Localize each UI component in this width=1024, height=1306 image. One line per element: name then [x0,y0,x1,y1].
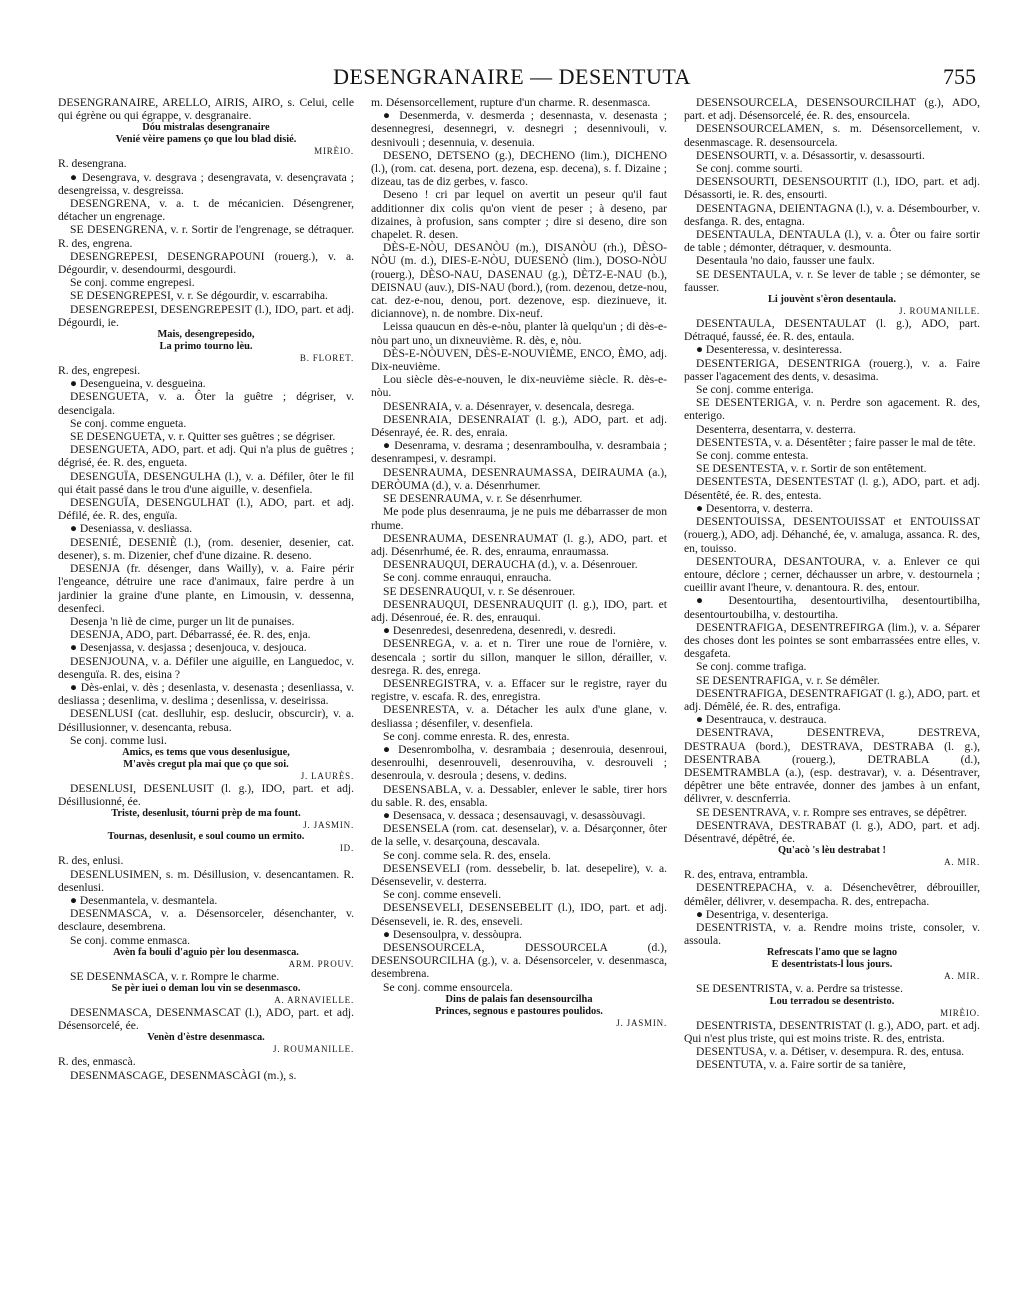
dictionary-entry: Se conj. comme trafiga. [696,660,807,674]
dictionary-entry: SE DESENMASCA, v. r. Rompre le charme. [70,969,280,983]
dictionary-entry: ● Desensoulpra, v. dessòupra. [383,927,522,941]
verse-quote: Venié vèire pamens ço que lou blad disié. [115,134,297,146]
dictionary-entry: DESENJA (fr. désenger, dans Wailly), v. a. Faire périr l'engeance, détruire une race d'animaux, faire perdre à un jardinier la graine d'une plante, en Limousin, v. dessenna, desenfeci. [58,562,354,615]
dictionary-entry: Desentaula 'no daio, fausser une faulx. [696,254,875,268]
quote-attribution: A. MIR. [944,971,980,982]
dictionary-entry: DESENTRAFIGA, DESENTRAFIGAT (l. g.), ADO, part. et adj. Démêlé, ée. R. des, entrafiga. [684,686,980,713]
dictionary-entry: DESENTOUISSA, DESENTOUISSAT et ENTOUISSAT (rouerg.), ADO, adj. Déhanché, ée, v. amaluga, assanca. R. des, en, touisso. [684,515,980,555]
dictionary-entry: ● Desensaca, v. dessaca ; desensauvagi, v. desassòuvagi. [383,808,646,822]
verse-quote: Dins de palais fan desensourcilha [445,993,593,1005]
dictionary-entry: DESENTRISTA, v. a. Rendre moins triste, consoler, v. assoula. [684,920,980,948]
dictionary-entry: DESENTRAFIGA, DESENTREFIRGA (lim.), v. a. Séparer des choses dont les pointes se sont embarrassées entre elles, v. desgafeta. [684,620,980,661]
dictionary-entry: DESENO, DETSENO (g.), DECHENO (lim.), DICHENO (l.), (rom. cat. desena, port. dezena, esp. decena), s. f. Dizaine ; dizeau, tas de diz gerbes, v. fasco. [371,148,667,189]
dictionary-entry: DESENGRENA, v. a. t. de mécanicien. Désengrener, détacher un engrenage. [58,197,354,224]
column-right [684,96,980,1296]
dictionary-entry: Se conj. comme engrepesi. [70,276,195,290]
quote-attribution: A. ARNAVIELLE. [274,994,354,1005]
verse-quote: Qu'acò 's lèu destrabat ! [778,845,886,857]
dictionary-entry: DESENSOURCELA, DESENSOURCILHAT (g.), ADO, part. et adj. Désensorcelé, ée. R. des, ensourcela. [684,96,980,123]
dictionary-entry: DESENTESTA, v. a. Désentêter ; faire passer le mal de tête. [696,435,976,449]
dictionary-entry: ● Desentrauca, v. destrauca. [696,713,827,727]
dictionary-entry: DESENJOUNA, v. a. Défiler une aiguille, en Languedoc, v. desenguïa. R. des, eisina ? [58,654,354,681]
dictionary-entry: DESENSEVELI (rom. dessebelir, b. lat. desepelire), v. a. Désensevelir, v. desterra. [371,861,667,888]
dictionary-entry: ● Deseniassa, v. desliassa. [70,522,193,536]
dictionary-entry: Leissa quaucun en dès-e-nòu, planter là quelqu'un ; di dès-e-nòu part uno, un dixneuvième. R. dès, e, nòu. [371,320,667,347]
dictionary-entry: Deseno ! cri par lequel on avertit un peseur qu'il faut additionner dix colis qu'on vient de peser ; à deseno, par dizaines, à profusion, sans compter ; dire si deseno, dire son chapelet. R. desen. [371,188,667,242]
dictionary-entry: Se conj. comme enmasca. [70,933,191,947]
dictionary-entry: ● Dès-enlai, v. dès ; desenlasta, v. desenasta ; desenliassa, v. desliassa ; desenlima, v. deslima ; desenlissa, v. deseirissa. [58,680,354,708]
dictionary-entry: DESENRAIA, v. a. Désenrayer, v. desencala, desrega. [383,399,635,413]
entry-continuation: R. desengrana. [58,157,127,171]
dictionary-entry: SE DESENTESTA, v. r. Sortir de son entêtement. [696,462,927,476]
dictionary-entry: DESENGUETA, ADO, part. et adj. Qui n'a plus de guêtres ; dégrisé, ée. R. des, engueta. [58,443,354,470]
dictionary-entry: DESENSOURCELA, DESSOURCELA (d.), DESENSOURCILHA (g.), v. a. Désensorceler, v. desenmasca, desembrena. [371,941,667,981]
quote-attribution: J. JASMIN. [616,1017,667,1028]
dictionary-entry: DESENGREPESI, DESENGREPESIT (l.), IDO, part. et adj. Dégourdi, ie. [58,302,354,329]
entry-continuation: DESENGRANAIRE, ARELLO, AIRIS, AIRO, s. Celui, celle qui égrène ou qui égrappe, v. desgranaire. [58,96,354,123]
dictionary-entry: DESENGUÏA, DESENGULHAT (l.), ADO, part. et adj. Défilé, ée. R. des, enguïa. [58,496,354,523]
dictionary-entry: DESENSEVELI, DESENSEBELIT (l.), IDO, part. et adj. Désenseveli, ie. R. des, enseveli. [371,901,667,928]
verse-quote: Amics, es tems que vous desenlusigue, [122,746,290,758]
dictionary-entry: SE DESENTRAVA, v. r. Rompre ses entraves, se dépêtrer. [696,805,967,819]
entry-continuation: R. des, enmascà. [58,1055,136,1069]
verse-quote: E desentristats-l lous jours. [771,959,893,971]
dictionary-entry: DESENTRAVA, DESTRABAT (l. g.), ADO, part. et adj. Désentravé, dépêtré, ée. [684,818,980,845]
dictionary-entry: SE DESENTRAFIGA, v. r. Se démêler. [696,673,880,687]
dictionary-entry: ● Desentriga, v. desenteriga. [696,907,829,921]
dictionary-entry: SE DESENTRISTA, v. a. Perdre sa tristesse. [696,982,903,996]
dictionary-entry: DESENJA, ADO, part. Débarrassé, ée. R. des, enja. [70,628,311,642]
verse-quote: La primo tourno lèu. [159,341,253,353]
dictionary-entry: SE DESENGRENA, v. r. Sortir de l'engrenage, se détraquer. R. des, engrena. [58,223,354,250]
dictionary-entry: DESENTREPACHA, v. a. Désenchevêtrer, débrouiller, démêler, délivrer, v. desempacha. R. des, entrepacha. [684,881,980,908]
entry-continuation: R. des, enlusi. [58,854,124,868]
dictionary-entry: Se conj. comme enrauqui, enraucha. [383,571,552,585]
quote-attribution: A. MIR. [944,857,980,868]
running-title: DESENGRANAIRE — DESENTUTA [333,64,691,89]
entry-continuation: m. Désensorcellement, rupture d'un charme. R. desenmasca. [371,96,651,109]
dictionary-entry: DESENRAUMA, DESENRAUMAT (l. g.), ADO, part. et adj. Désenrhumé, ée. R. des, enrauma, enraumassa. [371,531,667,558]
dictionary-entry: SE DESENTAULA, v. r. Se lever de table ; se démonter, se fausser. [684,267,980,294]
dictionary-entry: SE DESENGUETA, v. r. Quitter ses guêtres ; se dégriser. [70,430,336,444]
quote-attribution: J. ROUMANILLE. [899,306,980,317]
quote-attribution: J. JASMIN. [303,820,354,831]
dictionary-entry: DESENSOURCELAMEN, s. m. Désensorcellement, v. desenmascage. R. desensourcela. [684,122,980,149]
dictionary-entry: Desenja 'n liè de cime, purger un lit de punaises. [70,614,295,628]
dictionary-entry: ● Desenmerda, v. desmerda ; desennasta, v. desenasta ; desennegresi, desennegri, v. desnegri ; desennivouli, v. desnivouli ; desennuia, v. desenuia. [371,109,667,149]
dictionary-entry: Me pode plus desenrauma, je ne puis me débarrasser de mon rhume. [371,505,667,532]
verse-quote: Avèn fa bouli d'aguio pèr lou desenmasca. [113,946,299,958]
dictionary-entry: Se conj. comme enresta. R. des, enresta. [383,729,570,743]
dictionary-entry: DESENRAUMA, DESENRAUMASSA, DEIRAUMA (a.), DERÒUMA (d.), v. a. Désenrhumer. [371,465,667,492]
dictionary-entry: ● Desenmantela, v. desmantela. [70,893,218,907]
verse-quote: Tournas, desenlusit, e soul coumo un ermito. [107,831,305,843]
dictionary-entry: DESENRAUQUI, DESENRAUQUIT (l. g.), IDO, part. et adj. Désenroué, ée. R. des, enrauqui. [371,597,667,624]
dictionary-entry: DESENLUSIMEN, s. m. Désillusion, v. desencantamen. R. desenlusi. [58,867,354,894]
dictionary-entry: Se conj. comme lusi. [70,733,167,747]
dictionary-entry: DESENTERIGA, DESENTRIGA (rouerg.), v. a. Faire passer l'agacement des dents, v. desasima. [684,356,980,383]
dictionary-entry: ● Desentourtiha, desentourtivilha, desentourtibilha, desentourtoubilha, v. destourtiha. [684,594,980,621]
dictionary-entry: Se conj. comme entesta. [696,449,809,463]
dictionary-entry: ● Desenteressa, v. desinteressa. [696,343,842,357]
dictionary-entry: DESENGREPESI, DESENGRAPOUNI (rouerg.), v. a. Dégourdir, v. desendourmi, desgourdi. [58,249,354,277]
dictionary-entry: Se conj. comme sourti. [696,162,803,176]
page-number: 755 [943,64,976,89]
dictionary-entry: DESENMASCA, v. a. Désensorceler, désenchanter, v. desclaure, desembrena. [58,907,354,934]
verse-quote: Princes, segnous e pastoures poulidos. [435,1005,603,1017]
verse-quote: Se pèr iuei o deman lou vin se desenmasco. [111,982,301,994]
dictionary-entry: DESENREGA, v. a. et n. Tirer une roue de l'ornière, v. desencala ; sortir du sillon, manquer le sillon, dérailler, v. desrega. R. des, enrega. [371,637,667,677]
entry-continuation: R. des, engrepesi. [58,364,141,378]
dictionary-entry: DESENGUETA, v. a. Ôter la guêtre ; dégriser, v. desencigala. [58,390,354,417]
dictionary-entry: ● Desenrama, v. desrama ; desenramboulha, v. desrambaia ; desenrampesi, v. desrampi. [371,439,667,466]
quote-attribution: MIRÈIO. [314,146,354,157]
verse-quote: Dóu mistralas desengranaire [142,122,270,134]
dictionary-entry: SE DESENRAUQUI, v. r. Se désenrouer. [383,584,576,598]
entry-continuation: R. des, entrava, entrambla. [684,868,808,882]
dictionary-entry: Se conj. comme sela. R. des, ensela. [383,848,551,862]
dictionary-entry: DESENLUSI (cat. deslluhir, esp. deslucir, obscurcir), v. a. Désillusionner, v. desencanta, rebusa. [58,707,354,734]
dictionary-entry: Se conj. comme enseveli. [383,888,502,902]
dictionary-entry: DÈS-E-NÒU, DESANÒU (m.), DISANÒU (rh.), DÈSO-NÒU (m. d.), DIES-E-NÒU, DUESENÒ (lim.), DOSO-NÒU (rouerg.), DÈSO-NAU, DASENAU (g.), DÈTZ-E-NAU (b.), DEISNAU (auv.), DIS-NAU (bord.), (rom. dezenou, detze-nou, cat. dez-e-nou, denou, port. dezenove, esp. diezinueve, it. diciannove), n. de nombre. Dix-neuf. [371,241,667,321]
column-middle [371,96,667,1296]
dictionary-entry: DESENTESTA, DESENTESTAT (l. g.), ADO, part. et adj. Désentêté, ée. R. des, entesta. [684,475,980,502]
column-left [58,96,354,1296]
dictionary-entry: DESENTAGNA, DEIENTAGNA (l.), v. a. Désembourber, v. desfanga. R. des, entagna. [684,201,980,228]
dictionary-entry: DESENSELA (rom. cat. desenselar), v. a. Désarçonner, ôter de la selle, v. desarçouna, descavala. [371,822,667,849]
dictionary-entry: ● Desengueina, v. desgueina. [70,377,206,391]
quote-attribution: J. LAURÈS. [300,770,354,781]
verse-quote: Li jouvènt s'èron desentaula. [768,294,896,306]
dictionary-entry: DESENRESTA, v. a. Détacher les aulx d'une glane, v. desliassa ; désenfiler, v. desenfiela. [371,703,667,730]
dictionary-entry: DESENSABLA, v. a. Dessabler, enlever le sable, tirer hors du sable. R. des, ensabla. [371,782,667,809]
dictionary-entry: ● Desengrava, v. desgrava ; desengravata, v. desençravata ; desengreissa, v. desgreissa. [58,170,354,197]
quote-attribution: ID. [339,843,354,854]
dictionary-entry: ● Desenrombolha, v. desrambaia ; desenrouia, desenroui, desenroulhi, desenrouveli, desenrouviha, v. desrouveli ; desenroula, v. desroula ; desens, v. dedins. [371,742,667,783]
dictionary-entry: Se conj. comme ensourcela. [383,980,513,994]
verse-quote: Mais, desengrepesido, [157,329,255,341]
verse-quote: Refrescats l'amo que se lagno [766,947,898,959]
dictionary-entry: DESENTRISTA, DESENTRISTAT (l. g.), ADO, part. et adj. Qui n'est plus triste, qui est moins triste. R. des, entrista. [684,1018,980,1045]
dictionary-entry: SE DESENGREPESI, v. r. Se dégourdir, v. escarrabiha. [70,289,328,303]
dictionary-entry: DESENRAUQUI, DERAUCHA (d.), v. a. Désenrouer. [383,558,638,572]
verse-quote: M'avès cregut pla mai que ço que soi. [123,758,289,770]
dictionary-entry: SE DESENTERIGA, v. n. Perdre son agacement. R. des, enterigo. [684,396,980,423]
dictionary-entry: DESENSOURTI, v. a. Désassortir, v. desassourti. [696,148,925,162]
dictionary-entry: DESENLUSI, DESENLUSIT (l. g.), IDO, part. et adj. Désillusionné, ée. [58,781,354,809]
dictionary-entry: ● Desentorra, v. desterra. [696,501,813,515]
dictionary-entry: DESENTOURA, DESANTOURA, v. a. Enlever ce qui entoure, déclore ; cerner, déchausser un arbre, v. destournela ; cueillir avant l'heure, v. denantoura. R. des, entour. [684,554,980,595]
dictionary-entry: SE DESENRAUMA, v. r. Se désenrhumer. [383,492,583,506]
quote-attribution: MIRÈIO. [940,1007,980,1018]
dictionary-entry: DESENTRAVA, DESENTREVA, DESTREVA, DESTRAUA (bord.), DESTRAVA, DESTRABA (l. g.), DESENTRABA (rouerg.), DETRABLA (d.), DESEMTRAMBLA (a.), (esp. destravar), v. a. Désentraver, dépêtrer une bête entravée, donner des jambes à un enfant, délivrer, v. descnferria. [684,726,980,806]
dictionary-entry: ● Desenredesi, desenredena, desenredi, v. desredi. [383,624,616,638]
quote-attribution: J. ROUMANILLE. [273,1044,354,1055]
dictionary-entry: DESENTAULA, DESENTAULAT (l. g.), ADO, part. Détraqué, faussé, ée. R. des, entaula. [684,317,980,344]
quote-attribution: ARM. PROUV. [288,958,354,969]
dictionary-entry: Desenterra, desentarra, v. desterra. [696,422,856,436]
verse-quote: Triste, desenlusit, tóurni prèp de ma fount. [111,808,301,820]
dictionary-entry: DESENRAIA, DESENRAIAT (l. g.), ADO, part. et adj. Désenrayé, ée. R. des, enraia. [371,412,667,440]
dictionary-entry: Lou siècle dès-e-nouven, le dix-neuvième siècle. R. dès-e-nòu. [371,373,667,400]
dictionary-entry: DESENIÉ, DESENIÈ (l.), (rom. desenier, desenier, cat. desener), s. m. Dizenier, chef d'une dizaine. R. deseno. [58,535,354,562]
verse-quote: Lou terradou se desentristo. [769,995,895,1007]
dictionary-entry: DESENGUÏA, DESENGULHA (l.), v. a. Défiler, ôter le fil qui était passé dans le trou d'une aiguille, v. desenfiela. [58,469,354,496]
dictionary-entry: DESENSOURTI, DESENSOURTIT (l.), IDO, part. et adj. Désassorti, ie. R. des, ensourti. [684,175,980,202]
dictionary-entry: Se conj. comme enteriga. [696,383,814,397]
page-header [0,60,1024,94]
text-columns [58,96,980,1306]
dictionary-entry: DESENMASCAGE, DESENMASCÀGI (m.), s. [70,1068,297,1082]
dictionary-entry: DESENMASCA, DESENMASCAT (l.), ADO, part. et adj. Désensorcelé, ée. [58,1005,354,1033]
dictionary-entry: ● Desenjassa, v. desjassa ; desenjouca, v. desjouca. [70,641,307,655]
dictionary-entry: DESENTAULA, DENTAULA (l.), v. a. Ôter ou faire sortir de table ; démonter, détraquer, v. desmounta. [684,228,980,255]
dictionary-entry: DESENTUTA, v. a. Faire sortir de sa tanière, [696,1058,906,1072]
dictionary-entry: Se conj. comme engueta. [70,416,187,430]
quote-attribution: B. FLORET. [299,353,354,364]
dictionary-entry: DESENTUSA, v. a. Détiser, v. desempura. R. des, entusa. [696,1045,965,1058]
verse-quote: Venèn d'èstre desenmasca. [147,1032,265,1044]
dictionary-entry: DÈS-E-NÒUVEN, DÈS-E-NOUVIÈME, ENCO, ÈMO, adj. Dix-neuvième. [371,346,667,374]
dictionary-entry: DESENREGISTRA, v. a. Effacer sur le registre, rayer du registre, v. escafa. R. des, enregistra. [371,676,667,704]
